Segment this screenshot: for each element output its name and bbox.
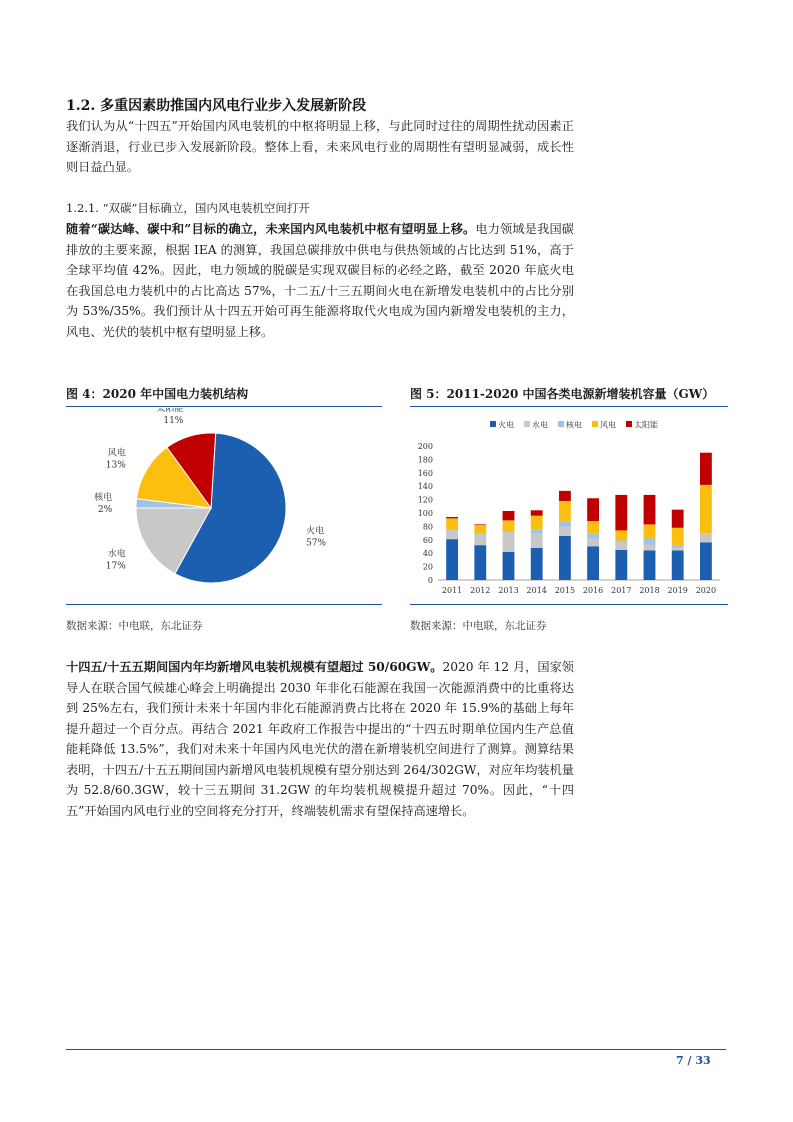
section-intro: 我们认为从“十四五”开始国内风电装机的中枢将明显上移，与此同时过往的周期性扰动因素正逐渐消退，行业已步入发展新阶段。整体上看，未来风电行业的周期性有望明显减弱，成长性则日益凸显。 xyxy=(66,119,574,174)
y-tick-label-4: 80 xyxy=(422,522,433,532)
bar-2014-3 xyxy=(531,516,543,530)
bar-2018-0 xyxy=(644,551,656,580)
bar-2012-4 xyxy=(474,524,486,525)
x-tick-label-2: 2013 xyxy=(498,586,519,595)
bar-2013-3 xyxy=(503,520,515,531)
bar-2017-3 xyxy=(615,530,627,540)
x-tick-label-8: 2019 xyxy=(667,586,688,595)
legend-swatch-0 xyxy=(490,421,496,427)
x-tick-label-1: 2012 xyxy=(470,586,491,595)
legend-swatch-3 xyxy=(592,421,598,427)
figure4-source: 数据来源：中电联，东北证券 xyxy=(66,620,203,632)
bar-2019-2 xyxy=(672,545,684,548)
bar-2015-3 xyxy=(559,501,571,522)
legend-label-2: 核电 xyxy=(566,420,582,430)
bar-2011-3 xyxy=(446,518,458,529)
bar-2018-3 xyxy=(644,524,656,538)
y-tick-label-0: 0 xyxy=(427,576,433,585)
pie-label-pct-1: 17% xyxy=(105,561,126,572)
page-number: 7 / 33 xyxy=(676,1054,711,1067)
subsection-heading: 1.2.1. “双碳”目标确立，国内风电装机空间打开 xyxy=(66,201,310,215)
x-tick-label-9: 2020 xyxy=(695,586,717,595)
y-tick-label-2: 40 xyxy=(422,549,433,559)
bar-2020-4 xyxy=(700,453,712,485)
bar-2016-2 xyxy=(587,534,599,539)
bar-2020-1 xyxy=(700,534,712,543)
pie-label-name-3: 风电 xyxy=(107,448,126,459)
bar-2017-1 xyxy=(615,542,627,550)
bar-2018-2 xyxy=(644,538,656,544)
legend-label-4: 太阳能 xyxy=(634,420,658,430)
subsection-paragraph xyxy=(66,219,574,342)
bar-2019-4 xyxy=(672,510,684,528)
footer-divider xyxy=(66,1049,726,1050)
legend-swatch-4 xyxy=(626,421,632,427)
figure5-bar-chart xyxy=(410,408,728,605)
bar-2016-0 xyxy=(587,547,599,581)
pie-chart-svg xyxy=(66,408,382,604)
x-tick-label-4: 2015 xyxy=(554,586,576,595)
bar-chart-svg xyxy=(410,408,728,604)
bar-2016-4 xyxy=(587,498,599,521)
bar-2011-0 xyxy=(446,539,458,580)
y-tick-label-6: 120 xyxy=(417,495,433,505)
bar-2014-0 xyxy=(531,548,543,580)
y-tick-label-7: 140 xyxy=(417,482,433,492)
x-tick-label-0: 2011 xyxy=(441,586,463,595)
bar-2020-0 xyxy=(700,542,712,580)
figure5-title: 图 5：2011-2020 中国各类电源新增装机容量（GW） xyxy=(410,385,728,407)
bar-2015-2 xyxy=(559,522,571,527)
pie-label-pct-3: 13% xyxy=(105,460,126,471)
bar-2015-0 xyxy=(559,536,571,580)
bar-2012-1 xyxy=(474,534,486,545)
bar-2016-1 xyxy=(587,538,599,546)
x-tick-label-5: 2016 xyxy=(582,586,604,595)
y-tick-label-9: 180 xyxy=(417,455,433,465)
bar-2013-0 xyxy=(503,552,515,580)
pie-label-name-0: 火电 xyxy=(306,526,325,537)
legend-label-1: 水电 xyxy=(532,420,548,430)
y-tick-label-5: 100 xyxy=(417,509,433,518)
conclusion-paragraph xyxy=(66,657,574,821)
pie-label-pct-4: 11% xyxy=(163,415,184,426)
y-tick-label-8: 160 xyxy=(417,468,433,478)
bar-2019-1 xyxy=(672,548,684,551)
x-tick-label-7: 2018 xyxy=(639,586,660,595)
legend-swatch-2 xyxy=(558,421,564,427)
bar-2015-1 xyxy=(559,526,571,535)
figure4-pie-chart xyxy=(66,408,382,605)
bar-2011-4 xyxy=(446,517,458,518)
bar-2013-4 xyxy=(503,511,515,520)
figure5-source: 数据来源：中电联，东北证券 xyxy=(410,620,547,632)
pie-label-name-1: 水电 xyxy=(107,549,126,560)
x-tick-label-6: 2017 xyxy=(611,586,632,595)
legend-label-3: 风电 xyxy=(600,420,616,430)
bar-2019-0 xyxy=(672,551,684,580)
bar-2013-2 xyxy=(503,531,515,532)
bar-2019-3 xyxy=(672,528,684,545)
legend-swatch-1 xyxy=(524,421,530,427)
bar-2011-2 xyxy=(446,529,458,530)
bar-2011-1 xyxy=(446,530,458,539)
bar-2013-1 xyxy=(503,532,515,551)
section-heading: 1.2. 多重因素助推国内风电行业步入发展新阶段 xyxy=(66,98,367,114)
bar-2012-3 xyxy=(474,525,486,534)
subsection-lead: 随着“碳达峰、碳中和”目标的确立，未来国内风电装机中枢有望明显上移。 xyxy=(66,222,476,236)
x-tick-label-3: 2014 xyxy=(526,586,547,595)
conclusion-lead: 十四五/十五五期间国内年均新增风电装机规模有望超过 50/60GW。 xyxy=(66,660,443,674)
y-tick-label-3: 60 xyxy=(422,535,433,545)
pie-label-name-4: 太阳能 xyxy=(156,408,184,414)
bar-2012-2 xyxy=(474,534,486,535)
bar-2017-0 xyxy=(615,550,627,580)
y-tick-label-1: 20 xyxy=(422,562,433,572)
pie-label-pct-2: 2% xyxy=(97,504,113,515)
legend-label-0: 火电 xyxy=(498,420,514,430)
bar-2018-1 xyxy=(644,544,656,550)
pie-label-name-2: 核电 xyxy=(94,492,113,503)
bar-2017-2 xyxy=(615,540,627,541)
bar-2014-4 xyxy=(531,510,543,515)
bar-2015-4 xyxy=(559,491,571,501)
bar-2018-4 xyxy=(644,495,656,524)
pie-label-pct-0: 57% xyxy=(306,538,327,549)
conclusion-body: 2020 年 12 月，国家领导人在联合国气候雄心峰会上明确提出 2030 年非化石能源在我国一次能源消费中的比重将达到 25%左右，我们预计未来十年国内非化石能源消费占比将在 2020 年 15.9%的基础上每年提升超过一个百分点。再结合 2021 年政府工作报告中提出的“十四五时期单位国内生产总值能耗降低 13.5%”，我们对未来十年国内风电光伏的潜在新增装机空间进行了测算。测算结果表明，十四五/十五五期间国内新增风电装机规模有望分别达到 264/302GW，对应年均装机量为 52.8/60.3GW，较十三五期间 31.2GW 的年均装机规模提升超过 70%。因此，“十四五”开始国内风电行业的空间将充分打开，终端装机需求有望保持高速增长。 xyxy=(66,660,574,818)
bar-2014-1 xyxy=(531,533,543,548)
bar-2012-0 xyxy=(474,545,486,580)
subsection-body: 电力领域是我国碳排放的主要来源，根据 IEA 的测算，我国总碳排放中供电与供热领域的占比达到 51%，高于全球平均值 42%。因此，电力领域的脱碳是实现双碳目标的必经之路，截至 2020 年底火电在我国总电力装机中的占比高达 57%，十二五/十三五期间火电在新增发电装机中的占比分别为 53%/35%。我们预计从十四五开始可再生能源将取代火电成为国内新增发电装机的主力，风电、光伏的装机中枢有望明显上移。 xyxy=(66,222,574,339)
figure4-title: 图 4：2020 年中国电力装机结构 xyxy=(66,385,382,407)
bar-2016-3 xyxy=(587,521,599,534)
y-tick-label-10: 200 xyxy=(417,442,433,451)
bar-2020-3 xyxy=(700,485,712,533)
bar-2020-2 xyxy=(700,533,712,534)
bar-2017-4 xyxy=(615,495,627,531)
bar-2014-2 xyxy=(531,530,543,533)
